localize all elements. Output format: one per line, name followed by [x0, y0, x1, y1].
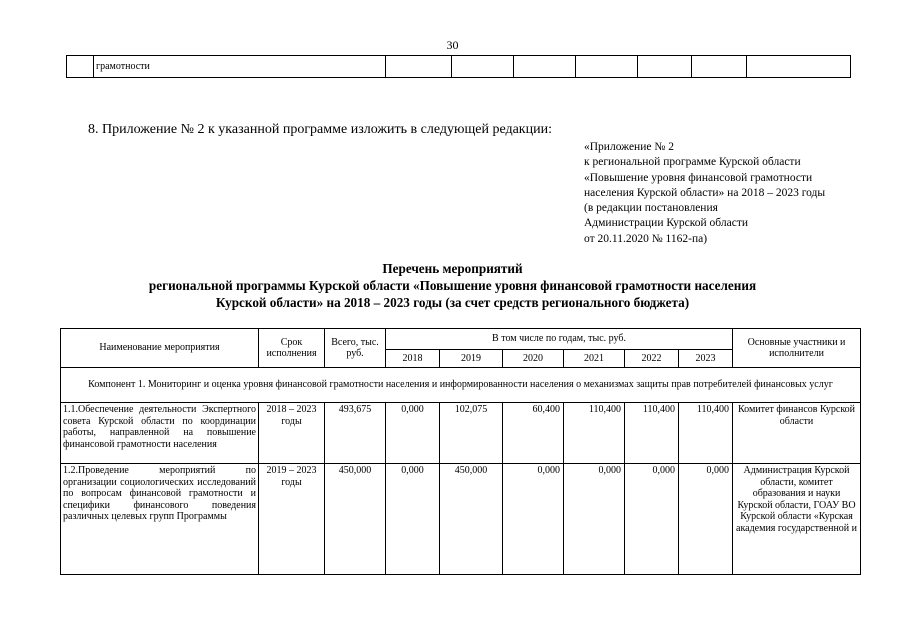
table-row	[61, 403, 861, 464]
measure-2020: 0,000	[503, 464, 564, 575]
measure-2021: 0,000	[564, 464, 625, 575]
measure-name: 1.1.Обеспечение деятельности Экспертного совета Курской области по координации работы, направленной на повышение финансовой грамотности населения	[61, 403, 259, 464]
document-title	[0, 260, 905, 311]
appendix-note-line: (в редакции постановления	[584, 202, 718, 215]
header-participants: Основные участники и исполнители	[733, 329, 861, 368]
header-by-years: В том числе по годам, тыс. руб.	[386, 329, 733, 350]
component-row	[61, 368, 861, 403]
header-year: 2020	[503, 350, 564, 368]
table-cell: грамотности	[94, 56, 386, 78]
measure-2022: 0,000	[625, 464, 679, 575]
header-total: Всего, тыс. руб.	[325, 329, 386, 368]
measures-table	[60, 328, 861, 575]
measure-2023: 0,000	[679, 464, 733, 575]
measure-2020: 60,400	[503, 403, 564, 464]
measure-2021: 110,400	[564, 403, 625, 464]
measure-name: 1.2.Проведение мероприятий по организации социологических исследований по вопросам финансовой грамотности и специфики финансового поведения различных целевых групп Программы	[61, 464, 259, 575]
instruction-paragraph: 8. Приложение № 2 к указанной программе изложить в следующей редакции:	[88, 122, 552, 137]
measure-total: 450,000	[325, 464, 386, 575]
table-cell	[452, 56, 514, 78]
title-line: Перечень мероприятий	[382, 261, 523, 276]
measure-2022: 110,400	[625, 403, 679, 464]
measure-participants: Администрация Курской области, комитет образования и науки Курской области, ГОАУ ВО Курской области «Курская академия государственной и	[733, 464, 861, 575]
appendix-note-line: «Повышение уровня финансовой грамотности	[584, 171, 813, 184]
measure-2018: 0,000	[386, 464, 440, 575]
measure-participants: Комитет финансов Курской области	[733, 403, 861, 464]
appendix-note-line: «Приложение № 2	[584, 141, 674, 153]
title-line: региональной программы Курской области «Повышение уровня финансовой грамотности населения	[148, 278, 757, 293]
appendix-note-line: Администрации Курской области	[584, 217, 748, 230]
header-year: 2018	[386, 350, 440, 368]
page-number: 30	[446, 38, 459, 52]
title-line: Курской области» на 2018 – 2023 годы (за счет средств регионального бюджета)	[215, 295, 690, 310]
table-cell	[747, 56, 851, 78]
appendix-note-line: населения Курской области» на 2018 – 2023 годы	[584, 186, 826, 199]
appendix-note-line: от 20.11.2020 № 1162-па)	[584, 232, 708, 245]
header-year: 2023	[679, 350, 733, 368]
table-row	[67, 56, 851, 78]
header-year: 2022	[625, 350, 679, 368]
appendix-note	[584, 140, 884, 247]
measure-2019: 450,000	[440, 464, 503, 575]
table-cell	[386, 56, 452, 78]
measure-term: 2019 – 2023 годы	[259, 464, 325, 575]
measure-2018: 0,000	[386, 403, 440, 464]
appendix-note-line: к региональной программе Курской области	[584, 156, 801, 169]
measure-term: 2018 – 2023 годы	[259, 403, 325, 464]
table-cell	[638, 56, 692, 78]
component-title: Компонент 1. Мониторинг и оценка уровня финансовой грамотности населения и информированности населения о механизмах защиты прав потребителей финансовых услуг	[61, 368, 861, 403]
table-cell	[67, 56, 94, 78]
measure-total: 493,675	[325, 403, 386, 464]
header-year: 2021	[564, 350, 625, 368]
table-cell	[576, 56, 638, 78]
header-term: Срок исполнения	[259, 329, 325, 368]
table-cell	[514, 56, 576, 78]
table-cell	[692, 56, 747, 78]
header-year: 2019	[440, 350, 503, 368]
previous-table-fragment	[66, 55, 851, 78]
header-name: Наименование мероприятия	[61, 329, 259, 368]
measure-2023: 110,400	[679, 403, 733, 464]
table-header-row	[61, 329, 861, 350]
measure-2019: 102,075	[440, 403, 503, 464]
table-row	[61, 464, 861, 575]
